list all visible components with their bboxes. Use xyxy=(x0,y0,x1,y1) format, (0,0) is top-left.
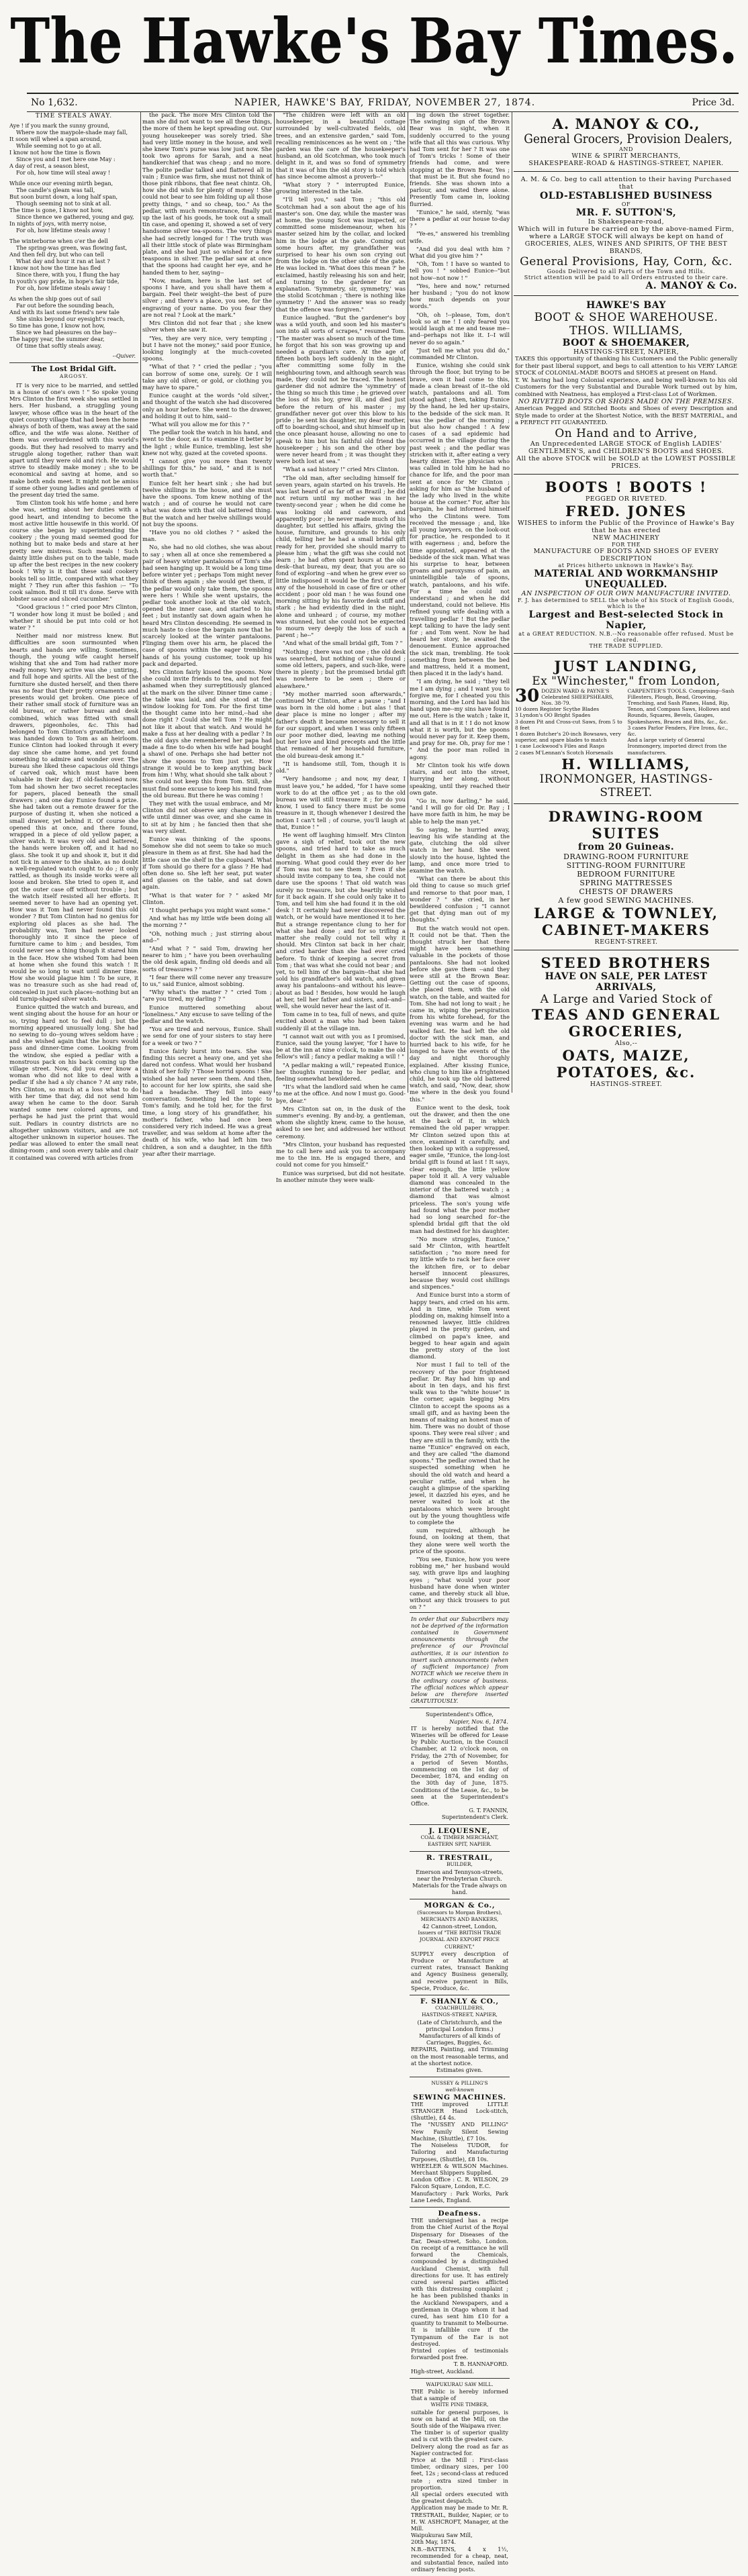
lequesne-ad: J. LEQUESNE, COAL & TIMBER MERCHANT, EASTERN SPIT, NAPIER. xyxy=(410,1824,510,1852)
paragraph: Tom Clinton took his wife home ; and here she was, setting about her duties with a good heart, and intending to become the most active little housewife in this world. Of course she began by superintending the cookery ; the young maid seemed good for nothing but to make beds and stare at her pretty new mistress. Such meals ! Such dainty little dishes put on to the table, made up after the best recipes in the new cookery book ! Why is it that these said cookery books tell so little, compared with what they might ? They run after this fashion :-- "To cook salmon. Boil it till it's done. Serve with lobster sauce and sliced cucumber." xyxy=(9,499,138,603)
poem-line: In youth's gay pride, in hope's fair tide, xyxy=(9,278,120,285)
paragraph: "What is that water for ? " asked Mr Clinton. xyxy=(142,891,272,905)
paragraph: "I'll tell you," said Tom ; "this old Scotchman had a son about the age of his master's son. One day, while the master was at home, the young Scot was inspected, or committed some misdemeanour, when his master seized him by the collar, and locked him in the lodge at the gate. Coming out some hours after, my grandfather was surprised to hear his own son crying out from the lodge on the other side of the gate. He was locked in. 'What does this mean ?' he exclaimed, hastily releasing his son and heir, and turning to the gardener for an explanation. 'Symmetry, sir, symmetry,' was the stolid Scotchman ; 'there is nothing like symmetry !' And the answer was so ready that the offence was forgiven." xyxy=(276,196,406,313)
paragraph: Eunice, wishing she could sink through the floor, but trying to be brave, own it had come to this, made a clean breast of it--the old watch, pantaloons and all. Tom stood aghast ; then, taking Eunice by the hand, he led her up-stairs, to the bedside of the sick man. It was the pedlar of the morning ; but also how changed ! A few cases of a sad epidemic had occurred in the village during the past week ; and the pedlar was stricken with it, after eating a very hearty dinner. The physician who was called in told him he had no chance for life, and the poor man sent at once for Mr Clinton ; asking for him as "the husband of the lady who lived in the white house at the corner." For, after his bargain, he had informed himself who the Clintons were. Tom received the message ; and, like all young lawyers, on the look-out for practice, he responded to it with eagerness ; and, before the time appointed, appeared at the bedside of the sick man. What was his surprise to hear, between groans and paroxysms of pain, an unintelligible tale of spoons, watch, pantaloons, and his wife. For a time he could not understand ; and when he did understand, could not believe. His refined young wife dealing with a travelling pedlar ! But the pedlar kept talking to have the lady sent for ; and Tom went. Now he had heard her story, he awaited the denouement. Eunice approached the sick man, trembling. He took something from between the bed and mattress, held it a moment, then placed it in the lady's hand. xyxy=(410,362,510,677)
goods-list: 30 DOZEN WARD & PAYNE'S Celebrated SHEEPSHEARS, Nos. 38-79. 10 dozen Register Scythe Blades 3 Lyndon's OO Bright Spades 3 dozen Pit and Cross-cut Saws, from 5 to 8 feet 1 dozen Butcher's 20-inch Bowsaws, very superior, and spare blades to match 1 case Lockwood's Files and Rasps 2 cases M'Lennan's Scotch Horsenails CARPENTER'S TOOLS. Comprising--Sash Fillesters, Plough, Bead, Grooving, Trenching, and Sash Planes, Hand, Rip, Tenon, and Compass Saws, Hollows and Rounds, Squares, Bevels, Gauges, Spokeshaves, Braces and Bits, &c., &c. 3 cases Parlor Fenders, Fire Irons, &c., &c. And a large variety of General Ironmongery, imported direct from the manufacturers. xyxy=(515,688,737,756)
williams-boot-ad: HAWKE'S BAY BOOT & SHOE WAREHOUSE. THOS. WILLIAMS, BOOT & SHOEMAKER, HASTINGS-STREET, NAPIER, TAKES this opportunity of thanking his Customers and the Public generally for their past liberal support, and begs to call attention to his VERY LARGE STOCK of COLONIAL-MADE BOOTS and SHOES at present on Hand. T. W. having had long Colonial experience, and being well-known to his old Customers for the very Substantial and Durable Work turned out by him, combined with Neatness, has employed a First-class Lot of Workmen. NO RIVETED BOOTS OR SHOES MADE ON THE PREMISES. American Pegged and Stitched Boots and Shoes of every Description and Style made to order at the Shortest Notice, with the BEST MATERIAL, and a PERFECT FIT GUARANTEED. On Hand and to Arrive, An Unprecedented LARGE STOCK of English LADIES' GENTLEMEN'S, and CHILDREN'S BOOTS and SHOES. All the above STOCK will be SOLD at the LOWEST POSSIBLE PRICES. xyxy=(514,296,739,475)
paragraph: "A pedlar making a will," repeated Eunice, her thoughts running to her pedlar, and feeling somewhat bewildered. xyxy=(276,1061,406,1083)
poem-stanza xyxy=(9,295,138,349)
poem-line: A day of rest, a season blest, xyxy=(9,162,90,170)
poem-line: I know not how the time is flown xyxy=(9,149,101,156)
paragraph: "I am dying, he said ; "they tell me I am dying ; and I want you to forgive me, for I cheated you this morning, and the Lord has laid his hand upon me--my sins have found me out. Here is the watch ; take it, and all that is in it ! I do not know what it is worth, but the spoons would never pay for it. Keep them, and pray for me. Oh, pray for me ! " And the poor man rolled in agony. xyxy=(410,678,510,760)
list-item: CHESTS OF DRAWERS xyxy=(579,887,673,896)
list-item: 3 dozen Pit and Cross-cut Saws, from 5 to 8 feet xyxy=(515,718,622,731)
list-item: A few good SEWING MACHINES. xyxy=(558,895,694,905)
poem-line: For oh, how lifetime steals away ! xyxy=(16,285,111,292)
column-2 xyxy=(142,111,272,1157)
poem-line: In nights of joys, with merry noise, xyxy=(9,220,107,228)
paragraph: "And what of the small bridal gift, Tom ? " xyxy=(283,640,403,647)
paragraph: Nor must I fail to tell of the recovery of the poor frightened pedlar. Dr. Ray had him up and about in ten days, and his first walk was to the "white house" in the corner, again begging Mrs Clinton to accept the spoons as a small gift, and as having been the means of making an honest man of him. There was no doubt of those spoons. They were real silver ; and they are still in the family, with the name "Eunice" engraved on each, and they are called "the diamond spoons." The pedlar owned that he suspected something when he should the old watch and heard a peculiar rattle, and when he caught a glimpse of the sparkling jewel, it dazzled his eyes, and he never waited to look at the pantaloons which were brought out by the young thoughtless wife to complete the xyxy=(410,1361,510,1526)
paragraph: Tom came in to tea, full of news, and quite excited about a man who had been taken suddenly ill at the village inn. xyxy=(276,1011,406,1032)
poem-stanza xyxy=(9,180,138,234)
paragraph: So saying, he hurried away, leaving his wife standing at the gate, clutching the old silver watch in her hand. She went slowly into the house, lighted the lamp, and once more tried to examine the watch. xyxy=(410,826,510,874)
column-3 xyxy=(276,111,406,1183)
paragraph: "It is handsome still, Tom, though it is old." xyxy=(276,760,406,775)
paragraph: "And what ? " said Tom, drawing her nearer to him ; " have you been overhauling the old desk again, finding old deeds and all sorts of treasures ? " xyxy=(142,944,272,973)
paragraph: And Eunice burst into a storm of happy tears, and cried on his arm. And in time, while Tom went plodding on, making himself into a renowned lawyer, little children played in the pretty garden, and climbed on papa's knee, and begged to hear again and again the pretty story of the lost diamond. xyxy=(410,1291,510,1360)
paragraph: "Oh, Tom ! I have so wanted to tell you ! " sobbed Eunice--"but not how--not now ! " xyxy=(410,260,510,281)
poem-line: She sinks beyond our eyesight's reach, xyxy=(16,315,125,323)
paragraph: "Ye-es," answered his trembling wife. xyxy=(410,230,510,244)
paragraph: "And did you deal with him ? What did you give him ? " xyxy=(410,245,510,260)
column-1 xyxy=(9,111,139,1161)
poem-line: The candle's gleam was tall, xyxy=(16,187,95,194)
poem-line: What day and hour it ran at last ? xyxy=(16,258,110,265)
poem-line: It soon will wheel a span around, xyxy=(9,136,102,143)
paragraph: Eunice muttered something about "loneliness." Any excuse to save telling of the pedlar and the watch. xyxy=(142,1003,272,1024)
paragraph: "Mrs Clinton, your husband has requested me to call here and ask you to accompany me to the inn. He is engaged there, and could not come for you himself." xyxy=(276,1140,406,1169)
list-item: 3 cases Parlor Fenders, Fire Irons, &c., &c. xyxy=(627,724,729,737)
poem-stanza xyxy=(9,238,138,291)
poem-line: The winterborne when o'er the dell xyxy=(9,238,108,245)
steed-ad: STEED BROTHERS HAVE ON SALE, PER LATEST ARRIVALS, A Large and Varied Stock of TEAS AND GENERAL GROCERIES, Also,-- OATS, MAIZE, POTATOES, &c. HASTINGS-STREET. xyxy=(531,954,721,1088)
story-continuation xyxy=(410,111,510,1526)
paragraph: "The children were left with an old housekeeper, in a beautiful cottage surrounded by well-cultivated fields, old trees, and an extensive garden," said Tom, recalling reminiscences as he went on ; "the garden was the care of the housekeeper's husband, an old Scotchman, who took much delight in it, and was so fond of symmetry that it was of him the old story is told which has since become almost a proverb--" xyxy=(276,111,406,180)
column-4 xyxy=(410,111,510,2573)
manoy-sutton-ad: A. M. & Co. beg to call attention to their having Purchased that OLD-ESTABLISHED BUSINESS OF MR. F. SUTTON'S, In Shakespeare-road, Which will in future be carried on by the above-named Firm, where a LARGE STOCK will always be kept on hand of GROCERIES, ALES, WINES AND SPIRITS, OF THE BEST BRANDS, General Provisions, Hay, Corn, &c. Goods Delivered to all Parts of the Town and Hills. Strict attention will be paid to all Orders entrusted to their care. A. MANOY & Co. xyxy=(514,172,739,296)
list-item: SITTING-ROOM FURNITURE xyxy=(566,860,686,870)
paragraph: "Oh, oh !--please, Tom, don't look so at me ! I only feared you would laugh at me and tease me--and--perhaps not like it. I--I will never do so again." xyxy=(410,311,510,346)
place-date: NAPIER, HAWKE'S BAY, FRIDAY, NOVEMBER 27, 1874. xyxy=(234,97,536,108)
story-end-2: "You see, Eunice, how you were robbing me," her husband would say, with grave lips and laughing eyes ; "what would your poor husband have done when winter came, and thereby stuck all blue, without any thick trousers to put on ? " xyxy=(410,1556,510,1611)
paragraph: Neither maid nor mistress knew. But difficulties are soon surmounted when hearts and hands are willing. Sometimes, though, the young wife caught herself wishing that she and Tom had rather more ready money. Very active was she ; untiring, and full hope and spirits. All the best of the furniture she dusted herself, and then there was no fear that their pretty ornaments and presents would get broken. One piece of their rather small stock of furniture was an old bureau, or rather bureau and desk combined, which was fitted with small drawers, pigeonholes, &c. This had belonged to Tom Clinton's grandfather, and was handed down to Tom as an heirloom. Eunice Clinton had looked through it every day since she came home, and yet found something to admire and wonder over. The bureau she liked these capacious old things of carved oak, which must have been valuable in their day, if old-fashioned now. Tom had shown her two secret receptacles for papers, placed beneath the small drawers ; and one day Eunice found a prize. She had taken out a remote drawer for the purpose of dusting it, when she noticed a small drawer, yet behind it. Of course she opened this at once, and there found, wrapped in a piece of old yellow paper, a silver watch. It was very old and battered, the hands were broken off, and it had no glass. She took it up and shook it, but it did not tick in answer to the shake, as no doubt a well-regulated watch ought to do ; it only rattled, as though its inside works were all loose and broken. She tried to open it, and got the outer case off without trouble ; but the watch itself resisted all her efforts. It seemed never to have had an opening yet. How was it Tom had never found this old wonder ? But Tom Clinton had no genius for exploring old places as she had. The probability was, Tom had never looked thoroughly into it since the piece of furniture came to him ; and besides, Tom could never see a thing though it stared him in the face. How she wished Tom had been at home when she found this watch ! It would be so long to wait until dinner time. How she would plague him ! To be sure, it was no treasure such as she had read of, concealed in just such places--nothing but an old turnip-shaped silver watch. xyxy=(9,632,139,1002)
paragraph: And what has my little wife been doing all the morning ? " xyxy=(142,915,272,929)
nussey-ad: NUSSEY & PILLING'S well-known SEWING MACHINES. THE improved LITTLE STRANGER Hand Lock-stitch, (Shuttle), £4 4s. The "NUSSEY AND PILLING" New Family Silent Sewing Machine, (Shuttle), £7 10s. The Noiseless TUDOR, for Tailoring and Manufacturing Purposes, (Shuttle), £8 10s. WHEELER & WILSON Machines. Merchant Shippers Supplied. London Office : C. R. WILSON, 29 Falcon Square, London, E.C. Manufactory : Park Works, Park Lane Leeds, England. xyxy=(410,2077,510,2207)
jones-ad: BOOTS ! BOOTS ! PEGGED OR RIVETED. FRED. JONES WISHES to inform the Public of the Province of Hawke's Bay that he has erected NEW MACHINERY FOR THE MANUFACTURE OF BOOTS AND SHOES OF EVERY DESCRIPTION at Prices hitherto unknown in Hawke's Bay. MATERIAL AND WORKMANSHIP UNEQUALLED. AN INSPECTION OF OUR OWN MANUFACTURE INVITED. F. J. has determined to SELL the whole of his Stock of English Goods, which is the Largest and Best-selected Stock in Napier, at a GREAT REDUCTION. N.B.--No reasonable offer refused. Must be cleared. THE TRADE SUPPLIED. xyxy=(514,475,739,654)
poem-line: Far out before the sounding beach, xyxy=(16,302,115,309)
sawmill-ad: WAIPUKURAU SAW MILL. THE Public is hereby informed that a sample of WHITE PINE TIMBER, suitable for general purposes, is now on hand at the Mill, on the South side of the Waipawa river. The timber is of superior quality and is cut with the greatest care. Delivery along the road as far as Napier contracted for. Price at the Mill : First-class timber, ordinary sizes, per 100 feet, 12s ; second-class at reduced rate ; extra sized timber in proportion. All special orders executed with the greatest despatch. Application may be made to Mr. R. TRESTRAIL, Builder, Napier, or to H. W. ASHCROFT, Manager, at the Mill. Waipukurau Saw Mill, 20th May, 1874. N.B.--BATTENS, 4 x 1½, recommended for a cheap, neat, and substantial fence, nailed into ordinary fencing posts. xyxy=(410,2378,510,2576)
paragraph: "What a sad history !" cried Mrs Clinton. xyxy=(283,466,400,473)
paragraph: Eunice went to the desk, took out the drawer, and then the one at the back of it, in which remained the old paper wrapper. Mr Clinton seized upon this at once, examined it carefully, and then looked up with a suppressed, eager smile, "Eunice, the long-lost bridal gift is found at last ! It says, clear enough, the little yellow paper told it all. A very valuable diamond was concealed in the interior of the battered watch ; a diamond that was almost priceless. The son's young wife had found what the poor mother had so long searched for--the splendid bridal gift that the old man had destined for his daughter. xyxy=(410,1103,510,1234)
paragraph: "What story ? " interrupted Eunice, growing interested in the tale. xyxy=(276,181,406,195)
deafness-ad: Deafness. THE undersigned has a recipe from the Chief Aurist of the Royal Dispensary for Diseases of the Ear, Dean-street, Soho, London. On receipt of a remittance he will forward the Chemicals, compounded by a distinguished Auckland Chemist, with full directions for use. It has entirely cured several parties afflicted with this distressing complaint ; he has been published thanks in the Auckland Newspapers, and a gentleman in Otago whom it had cured, has sent him £10 for a quantity to transmit to Melbourne. It is infallible cure if the Tympanum of the Ear is not destroyed. Printed copies of testimonials forwarded post free. T. B. HANNAFORD. High-street, Auckland. xyxy=(410,2207,510,2378)
poem-line: Since thence we gathered, young and gay, xyxy=(16,213,134,221)
poem-line: The time is gone, I know not how, xyxy=(9,207,103,214)
poem-line: So time has gone, I know not how, xyxy=(9,322,105,330)
list-item: 3 Lyndon's OO Bright Spades xyxy=(515,712,591,719)
poem-line: Since we had pleasures on the bay-- xyxy=(16,329,117,336)
paragraph: "My mother married soon afterwards," continued Mr Clinton, after a pause ; "and I was born in the old home : but alas ! that dear place is mine no longer ; after my father's death it became necessary to sell it for our support, and when I was only fifteen our poor mother died, leaving me nothing but her love and kind precepts and the little that remained of her household furniture, the old bureau-desk among it." xyxy=(276,690,406,759)
story-text xyxy=(9,382,138,1161)
advertisements xyxy=(514,111,739,1093)
list-item: 1 case Lockwood's Files and Rasps xyxy=(515,743,605,750)
paragraph: Eunice laughed. "But the gardener's boy was a wild youth, and soon led his master's son into all sorts of scrapes," resumed Tom. "The master was absent so much of the time he forgot that his son was growing up and needed a guardian's care. At the age of fifteen both boys left suddenly in the night, after committing some folly in the neighbouring town, and although search was made, they could not be traced. The honest gardener did not admire the 'symmetry' of the thing so much this time ; he grieved over the loss of his boy, grew ill, and died just before the return of his master ; my grandfather never got over this blow to his pride ; he sent his daughter, my dear mother, off to boarding-school, and shut himself up in the once pleasant house, allowing no one to speak to him but his faithful old friend the housekeeper ; his son and the other boy were never heard from ; it was thought they were both lost at sea." xyxy=(276,313,406,465)
paragraph: "Now, madam, here is the last set of spoons I have, and you shall have them a bargain. Feel their weight--the best of pure silver ; and there's a place, you see, for the engraving of your name. Do you fear they are not real ? Look at the mark." xyxy=(142,277,272,318)
story-source: ARGOSY. xyxy=(59,373,89,379)
paragraph: Eunice caught at the words "old silver," and thought of the watch she had discovered only an hour before. She went to the drawer, and holding it out to him, said-- xyxy=(142,392,272,419)
paragraph: "Just tell me what you did do," commanded Mr Clinton. xyxy=(410,346,510,360)
issue-number: No 1,632. xyxy=(31,97,78,108)
paragraph: "I cannot give you more than twenty shillings for this," he said, " and it is not worth that." xyxy=(142,457,272,479)
paragraph: Mrs Clinton did not fear that ; she knew silver when she saw it. xyxy=(142,319,272,334)
list-item: And a large variety of General Ironmongery, imported direct from the manufacturers. xyxy=(627,737,727,756)
trestrail-ad: R. TRESTRAIL, BUILDER, Emerson and Tennyson-streets, near the Presbyterian Church. Materials for the Trade always on hand. xyxy=(410,1851,510,1899)
paragraph: "What will you allow me for this ? " xyxy=(149,420,250,428)
list-item: 2 cases M'Lennan's Scotch Horsenails xyxy=(515,749,613,756)
poem-line: And with its last some friend's new tale xyxy=(9,309,120,316)
poem-body xyxy=(9,122,138,349)
paragraph: ing down the street together. The swinging sign of the Brown Bear was in sight, when it suddenly occurred to the young wife that all this was curious. Why had Tom sent for her ? It was one of Tom's tricks ! Some of their friends had come, and were stopping at the Brown Bear, Yes ; that must be it. But she found no friends. She was shown into a parlour, and waited there alone. Presently Tom came in, looking flurried. xyxy=(410,111,510,207)
poem-line: Where now the maypole-shade may fall, xyxy=(16,129,128,136)
paragraph: Mr Clinton took his wife down stairs, and out into the street, hurrying her along, without speaking, until they reached their own gate. xyxy=(410,761,510,796)
dateline xyxy=(27,93,739,112)
manoy-ad: A. MANOY & CO., General Grocers, Provision Dealers, AND WINE & SPIRIT MERCHANTS, SHAKESPEARE-ROAD & HASTINGS-STREET, NAPIER. xyxy=(514,111,739,172)
masthead xyxy=(9,1,739,81)
paragraph: "Go in, now darling," he said, "and I will go for old Dr. Ray ; I have more faith in him, he may be able to help the man yet." xyxy=(410,797,510,825)
paragraph: "Eunice," he said, sternly, "was there a pedlar at our house to-day ? " xyxy=(410,208,510,230)
poem-line: Since there, with you, I flung the hay xyxy=(16,271,120,279)
paragraph: "You are tired and nervous, Eunice. Shall we send for one of your sisters to stay here for a week or two ? " xyxy=(142,1026,272,1046)
paragraph: Eunice felt her heart sink ; she had but twelve shillings in the house, and she must have the spoons. Tom knew nothing of the watch ; and of course he would not care what was done with that old battered thing. But the watch and her twelve shillings would not buy the spoons. xyxy=(142,479,272,528)
paragraph: IT is very nice to be married, and settled in a house of one's own ! " So spoke young Mrs Clinton the first week she was settled in hers. Her husband, a struggling young lawyer, whose office was in the heart of the quiet country village that had been the home always of both of them, was away at the said office, and the wife was alone. Neither of them was overburdened with this world's goods. But they had resolved to marry and struggle along together, rather than wait apart until they were old and rich. He would strive to steadily make money ; she to be economical and saving at home, and so make both ends meet. It might not be amiss if some other young ladies and gentlemen of the present day tried the same. xyxy=(9,381,138,499)
poem-title: TIME STEALS AWAY. xyxy=(35,113,113,119)
poem-stanza xyxy=(9,122,138,176)
column-rule xyxy=(140,111,141,1093)
paragraph: Eunice quitted the watch and bureau, and went singing about the house for an hour or so, trying hard not to feel dull ; but the morning appeared unusually long. She had no sewing to do--young wives seldom have ; and she wished again that the hours would pass and dinner-time come. Looking from the window, she espied a pedlar with a monstrous pack on his back coming up the village street. Now, did you ever know a woman who did not like to deal with a pedlar if she had a sly chance ? At any rate, Mrs Clinton, so much at a loss what to do with her time that day, did not send him away when he came to the door. Sarah wanted some new colored aprons, and perhaps he had just the print that would suit. Pedlars in country districts are no altogether unknown visitors, and are not altogether unknown in superior houses. The pedlar was allowed to enter the small neat dining-room ; and soon every table and chair it contained was covered with articles from xyxy=(9,1003,138,1161)
superintendent-notice: Superintendent's Office, Napier, Nov. 6, 1874. IT is hereby notified that the Wineries will be offered for Lease by Public Auction, in the Council Chamber, at 12 o'clock noon, on Friday, the 27th of November, for a period of Seven Months, commencing on the 1st day of December, 1874, and ending on the 30th day of June, 1875. Conditions of the Lease, &c., to be seen at the Superintendent's Office. G. T. FANNIN, Superintendent's Clerk. xyxy=(410,1707,510,1824)
price: Price 3d. xyxy=(692,97,735,108)
list-item: BEDROOM FURNITURE xyxy=(577,869,675,879)
list-item: DRAWING-ROOM FURNITURE xyxy=(563,852,689,861)
column-rule xyxy=(274,111,275,1093)
poem-line: While once our evening mirth began, xyxy=(9,180,113,187)
story-end: sum required, although he found, on looking at them, that they alone were well worth the price of the spoons. xyxy=(410,1527,510,1554)
poem-attribution: --Quiver. xyxy=(112,353,136,360)
list-item: 1 dozen Butcher's 20-inch Bowsaws, very superior, and spare blades to match xyxy=(515,730,621,744)
paragraph: "Nothing ; there was not one ; the old desk was searched, but nothing of value found ; some old letters, papers, and such-like, were there in plenty ; but the promised bridal gift was nowhere to be seen ; there or elsewhere." xyxy=(276,648,406,689)
poem-line: For oh, how time will steal away ! xyxy=(16,169,111,177)
paragraph: They met with the usual embrace, and Mr Clinton did not observe any change in his wife until dinner was over, and she came in to sit at by him ; he fancied then that she was very silent. xyxy=(142,799,272,834)
morgan-ad: MORGAN & Co., (Successors to Morgan Brothers), MERCHANTS AND BANKERS, 42 Cannon-street, London, Issuers of "THE BRITISH TRADE JOURNAL AND EXPORT PRICE CURRENT," SUPPLY every description of Produce or Manufacture at current rates, transact Banking and Agency Business generally, and receive payment in Bills, Specie, Produce, &c. xyxy=(410,1899,510,1995)
paragraph: "I cannot wait out with you as I promised, Eunice, said the young lawyer, "for I have to be at the inn at nine o'clock, to make the old fellow's will ; fancy a pedlar making a will ! " xyxy=(276,1032,406,1060)
poem-line: I know not how the time has fled xyxy=(9,264,101,272)
paragraph: "I thought perhaps you might want some." xyxy=(149,906,271,913)
landing-ad: JUST LANDING, Ex "Winchester," from London, 30 DOZEN WARD & PAYNE'S Celebrated SHEEPSHEARS, Nos. 38-79. 10 dozen Register Scythe Blades 3 Lyndon's OO Bright Spades 3 dozen Pit and Cross-cut Saws, from 5 to 8 feet 1 dozen Butcher's 20-inch Bowsaws, very superior, and spare blades to match 1 case Lockwood's Files and Rasps 2 cases M'Lennan's Scotch Horsenails CARPENTER'S TOOLS. Comprising--Sash Fillesters, Plough, Bead, Grooving, Trenching, and Sash Planes, Hand, Rip, Tenon, and Compass Saws, Hollows and Rounds, Squares, Bevels, Gauges, Spokeshaves, Braces and Bits, &c., &c. 3 cases Parlor Fenders, Fire Irons, &c., &c. And a large variety of General Ironmongery, imported direct from the manufacturers. H. WILLIAMS, IRONMONGER, HASTINGS-STREET. xyxy=(514,654,739,804)
paragraph: "What can there be about this old thing to cause so much grief and remorse to that poor man, I wonder ? " she cried, in her bewildered confusion ; "I cannot get that dying man out of my thoughts." xyxy=(410,875,510,924)
poem-line: The happy year, the summer dear, xyxy=(9,336,105,343)
poem-line: But soon burnt down, a long half span, xyxy=(9,193,118,201)
poem-line: For oh, how lifetime steals away ! xyxy=(16,227,111,234)
paragraph: Mrs Clinton fairly kissed the spoons. Now she could invite friends to tea, and not feel ashamed when they surreptitiously glanced at the mark on the silver. Dinner time came ; the table was laid, and she stood at the window looking for Tom. For the first time the thought came into her mind,--had she done right ? Could she tell Tom ? He might not like it about that watch. And would he make a fuss at her dealing with a pedlar ? In the old days she remembered her papa had made a fine to-do when his wife had bought a shawl of one. Perhaps she had better not show the spoons to Tom just yet. How strange it would be to keep anything back from him ! Why, what should she talk about ? She could not keep this from Tom. Still, she must find some excuse to keep his mind from the old bureau. But there he was coming ! xyxy=(142,668,272,799)
paragraph: "Yes, they are very nice, very tempting ; but I have not the money," said poor Eunice, looking longingly at the much-coveted spoons. xyxy=(142,334,272,362)
paragraph: the pack. The more Mrs Clinton told the man she did not want to see all these things, the more of them he kept spreading out. Our young housekeeper was sorely tried. She had very little money in the house, and well she knew Tom's purse was low just now. She took two aprons for Sarah, and a neat handkerchief that was cheap ; and no more. The polite pedlar talked and flattered all in vain ; Eunice was firm, she must not think of those pink ribbons, that flee neat chintz. Oh, how she did wish for plenty of money ! She could not bear to see him folding up all those pretty things, " and so cheap, too." As the pedlar, with much remonstrance, finally put up the last of his goods, he took out a small tin case, and opening it, showed a set of very handsome silver tea-spoons. The very things she had secretly longed for ! The truth was all their little stock of plate was Birmingham plate, and she had just so wished for a few teaspoons in silver. The pedlar saw at once that the spoons had caught her eye, and he handed them to her, saying-- xyxy=(142,111,272,276)
poem-line: While seeming not to go at all. xyxy=(16,142,101,150)
paragraph: Mrs Clinton sat on, in the dusk of the summer's evening. By and-by, a gentleman, whom she slightly knew, came to the house, asked to see her, and addressed her without ceremony. xyxy=(276,1105,406,1140)
paragraph: The pedlar took the watch in his hand, and went to the door, as if to examine it better by the light ; while Eunice, trembling, lest she knew not why, gazed at the coveted spoons. xyxy=(142,429,272,456)
list-item: SPRING MATTRESSES xyxy=(579,878,673,887)
paragraph: "The old man, after secluding himself for seven years, again started on his travels. He was last heard of as far off as Brazil ; he did not return until my mother was in her twenty-second year ; when he did come he was looking old and careworn, and apparently poor ; he never made much of his daughter, but settled his affairs, giving the house, furniture, and grounds to his only child, telling her he had a small bridal gift ready for her, provided she should marry to please him ; what the gift was she could not learn ; he had often spent hours at the old desk--that bureau, my dear, that you are so fond of exploring --and when he grew ever so little indisposed it would be the first care of any of the household in case of fire or other accident ; poor old man ! he was found one morning sitting by his favorite desk stiff and stark ; he had evidently died in the night, alone and unheard ; of course, my mother was stunned, but she could not be expected to mourn very deeply the loss of such a parent ; he--" xyxy=(276,474,406,639)
paragraph: No, she had no old clothes, she was about to say ; when all at once she remembered a pair of heavy winter pantaloons of Tom's she had seen hanging up. It would be a long time before winter yet ; perhaps Tom might never think of them again ; she would get them, if the pedlar would only take them, the spoons were hers ! While she went upstairs, the pedlar took another look at the old watch, opened the inner case, and started to his feet ; but instantly sat down again when he heard Mrs Clinton descending. He seemed in much haste to close the bargain now that he scarcely looked at the winter pantaloons. Flinging them over his arm, he placed the case of spoons within the eager trembling hands of his young customer, took up his pack and departed. xyxy=(142,544,272,667)
paragraph: He went off laughing himself. Mrs Clinton gave a sigh of relief, took out the new spoons, and tried hard to take as much delight in them as she had done in the morning. What good could they ever do her if Tom was not to see them ? Even if she should invite company to tea, she could not dare use the spoons ! That old watch was surely no treasure, but she heartily wished for it back again. If she could only take it to Tom, and tell him she had found it in the old desk ! It certainly had never discovered the watch, or he would have mentioned it to her. But a strange repentance clung to her for what she had done ; and for so trifling a matter she really could not tell why it should. Mrs Clinton sat back in her chair, and cried harder than she had ever cried before. To think of keeping a secret from Tom ; that was what she could not bear ; and yet, to tell him of the bargain--that she had sold his grandfather's old watch, and given away his pantaloons--and without his leave--about as bad ! Besides, how would he laugh at her, tell her father and sisters, and--and--well, she would never hear the last of it. xyxy=(276,831,406,1009)
paragraph: "Have you no old clothes ? " asked the man. xyxy=(142,528,272,543)
list-item: 10 dozen Register Scythe Blades xyxy=(515,706,600,713)
paragraph: Eunice fairly burst into tears. She was finding this secret a heavy one, and yet she dared not confess. What would her husband think of her folly ? Those horrid spoons ! She wished she had never seen them. And then, to account for her low spirits, she said she had a headache. They fell into easy conversation. Something led the topic to Tom's family, and he told her, for the first time, a long story of his grandfather, his mother's father, who had once been considered very rich indeed. He was a great traveller, and was seldom at home after the death of his wife, who had left him two children, a son and a daughter, in the fifth year after their marriage. xyxy=(142,1047,272,1157)
poem-line: And then fell dry, but who can tell xyxy=(9,251,104,258)
poem-line: As when the ship goes out of sail xyxy=(9,295,101,303)
paragraph: "It's what the landlord said when he came to me at the office. And now I must go. Good-bye, dear." xyxy=(276,1083,406,1104)
paragraph: "Yes, here and now," returned her husband ; "you do not know how much depends on your words." xyxy=(410,282,510,310)
newspaper-title: The Hawke's Bay Times. xyxy=(10,5,738,77)
shanly-ad: F. SHANLY & CO., COACHBUILDERS, HASTINGS-STREET, NAPIER, (Late of Christchurch, and the principal London firms.) Manufacturers of all kinds of Carriages, Buggies, &c. REPAIRS, Painting, and Trimming on the most reasonable terms, and at the shortest notice. Estimates given. xyxy=(410,1995,510,2077)
poem-line: Since you and I met here one May : xyxy=(16,156,115,163)
paragraph: "What of that ? " cried the pedlar ; "you can borrow of some one, surely. Or I will take any old silver, or gold, or clothing you may have to spare." xyxy=(142,363,272,391)
paragraph: But the watch would not open. It could not be that. Then the thought struck her that there might have been something valuable in the pockets of those pantaloons. She had not looked before she gave them --and they were still at the Brown Bear. Getting out the case of spoons, she placed them, with the old watch, on the table, and waited for Tom. She had not long to wait ; he came in, wiping the perspiration from his white forehead, for the evening was warm and he had walked fast. He had left the old doctor with the sick man, and hurried back to his wife, for he longed to have the events of the day and night thoroughly explained. After kissing Eunice, who clung to him like a frightened child, he took up the old battered watch, and said, "Now, dear, show me where in the desk you found this." xyxy=(410,924,510,1103)
paragraph: "Oh, nothing much ; just stirring about and--" xyxy=(142,930,272,944)
poem-line: Aye ! if you mark the sunny ground, xyxy=(9,122,110,130)
paragraph: "Good gracious ! " cried poor Mrs Clinton, "I wonder how long it must be boiled ; and whether it should be put into cold or hot water ? " xyxy=(9,603,138,631)
subscriber-notice: In order that our Subscribers may not be deprived of the information contained in Government announcements through the preference of our Provincial authorities, it is our intention to insert such announcements (when of sufficient importance) from NOTICE which we receive them in the ordinary course of business. The official notices which appear below are therefore inserted GRATUITOUSLY. xyxy=(410,1612,510,1708)
poem-line: Of time that softly steals away. xyxy=(16,342,102,350)
paragraph: "Very handsome ; and now, my dear, I must leave you," he added, "for I have some work to do at the office yet ; as to the old bureau we will still treasure it ; for do you know, I used to fancy there must be some treasure in it, though whenever I desired the notion I can't tell ; of course, you'll laugh at that, Eunice ! " xyxy=(276,775,406,830)
poem-line: Though seeming not to sink at all. xyxy=(16,200,111,207)
paragraph: "Why what's the matter ? " cried Tom ; "are you tired, my darling ? " xyxy=(142,989,272,1003)
poem-line: The spring-was green, was flowing fast, xyxy=(16,244,128,252)
paragraph: Eunice was surprised, but did not hesitate. In another minute they were walk- xyxy=(276,1169,406,1183)
story-title: The Lost Bridal Gift. xyxy=(9,362,138,373)
paragraph: Eunice was thinking of the spoons. Somehow she did not seem to take so much pleasure in them as at first. She had had the little case on the shelf in the cupboard. What if Tom should go there for a glass ? He had often done so. She left her seat, put water and glasses on the table, and sat down again. xyxy=(142,835,272,891)
paragraph: "No more struggles, Eunice," said Mr Clinton, with heartfelt satisfaction ; "no more need for my little wife to rack her face over the kitchen fire, or to debar herself innocent pleasures, because they would cost shillings and sixpences." xyxy=(410,1235,510,1291)
paragraph: "I fear there will come never any treasure to us," said Eunice, almost sobbing. xyxy=(142,973,272,987)
large-townley-ad: DRAWING-ROOM SUITES from 20 Guineas. DRAWING-ROOM FURNITURE SITTING-ROOM FURNITURE BEDROOM FURNITURE SPRING MATTRESSES CHESTS OF DRAWERS A few good SEWING MACHINES. LARGE & TOWNLEY, CABINET-MAKERS REGENT-STREET. xyxy=(514,804,739,950)
